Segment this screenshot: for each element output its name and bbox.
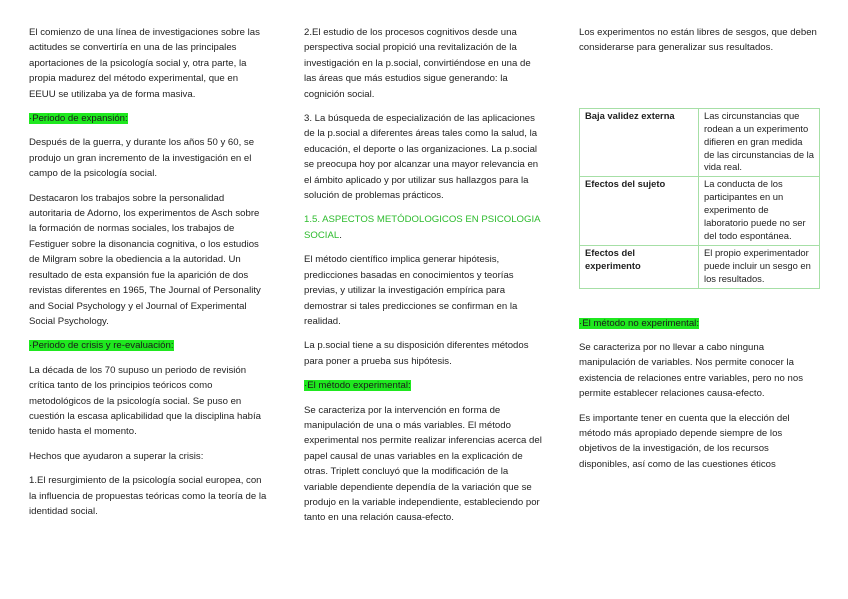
heading-expansion — [29, 111, 267, 126]
paragraph: Hechos que ayudaron a superar la crisis: — [29, 450, 204, 462]
paragraph: La p.social tiene a su disposición diferentes métodos para poner a prueba sus hipótesis. — [304, 340, 529, 367]
highlighted-heading: ·El método no experimental: — [579, 317, 699, 329]
paragraph: Destacaron los trabajos sobre la personalidad autoritaria de Adorno, los experimentos de Asch sobre la formación de normas sociales, los trabajos de Festiguer sobre la disonancia cognitiva, o los estudios de Milgram sobre la obediencia a la autoridad. Un resultado de esta expansión fue la aparición de dos revistas diferentes en 1965, The Journal of Personality and Social Psychology y el Journal of Experimental Social Psychology. — [29, 192, 261, 327]
table-description: La conducta de los participantes en un experimento de laboratorio puede no ser del todo espontánea. — [699, 177, 820, 246]
paragraph: 1.El resurgimiento de la psicología social europea, con la influencia de propuestas teóricas como la teoría de la identidad social. — [29, 475, 267, 517]
highlighted-heading: ·Periodo de expansión: — [29, 113, 128, 125]
highlighted-heading: ·El método experimental: — [304, 380, 411, 392]
column-right — [579, 25, 821, 481]
column-left — [29, 25, 267, 528]
paragraph: Después de la guerra, y durante los años 50 y 60, se produjo un gran incremento de la investigación en el campo de la psicología social. — [29, 137, 255, 180]
section-title-text: 1.5. ASPECTOS METÓDOLOGICOS EN PSICOLOGIA SOCIAL — [304, 214, 541, 241]
bias-table — [579, 108, 820, 289]
table-row — [580, 245, 820, 288]
paragraph: La década de los 70 supuso un periodo de revisión crítica tanto de los principios teóricos como metodológicos de la psicología social. Se puso en cuestión la escasa aplicabilidad que la disciplina había tenido hasta el momento. — [29, 364, 262, 438]
table-description: Las circunstancias que rodean a un experimento difieren en gran medida de las circunstancias de la vida real. — [699, 108, 820, 177]
paragraph: Los experimentos no están libres de sesgos, que deben considerarse para generalizar sus resultados. — [579, 27, 817, 54]
table-description: El propio experimentador puede incluir un sesgo en los resultados. — [699, 245, 820, 288]
table-term: Baja validez externa — [580, 108, 699, 177]
paragraph: El método científico implica generar hipótesis, predicciones basadas en conocimientos y teorías previas, y utilizar la investigación empírica para demostrar si tales predicciones se confirman en la realidad. — [304, 254, 518, 327]
heading-experimental — [304, 378, 544, 393]
paragraph: Se caracteriza por la intervención en forma de manipulación de una o más variables. El método experimental nos permite realizar inferencias acerca del papel causal de unas variables en la explicación de otras. Triplett concluyó que la modificación de la variable dependiente dependía de la variación que se produjo en la variable independiente, estableciendo por tanto en una relación causa-efecto. — [304, 404, 542, 524]
table-row — [580, 108, 820, 177]
paragraph: Se caracteriza por no llevar a cabo ninguna manipulación de variables. Nos permite conocer la existencia de relaciones entre variables, pero no nos permite establecer relaciones causa-efecto. — [579, 342, 803, 400]
table-term: Efectos del experimento — [580, 245, 699, 288]
column-middle — [304, 25, 544, 535]
heading-crisis — [29, 338, 267, 353]
paragraph: 3. La búsqueda de especialización de las aplicaciones de la p.social a diferentes áreas tales como la salud, la educación, el deporte o las organizaciones. La p.social se preocupa hoy por alcanzar una mayor relevancia en el ámbito aplicado y por utilizar sus hallazgos para la solución de problemas prácticos. — [304, 113, 539, 202]
section-title — [304, 212, 544, 243]
highlighted-heading: ·Periodo de crisis y re-evaluación: — [29, 340, 174, 352]
table-term: Efectos del sujeto — [580, 177, 699, 246]
paragraph: El comienzo de una línea de investigaciones sobre las actitudes se convertiría en una de las principales aportaciones de la psicología social y, otra parte, la propia madurez del método experimental, que en EEUU se utilizaba ya de forma masiva. — [29, 27, 260, 100]
section-title-dot: . — [339, 229, 342, 241]
paragraph: Es importante tener en cuenta que la elección del método más apropiado depende siempre de los objetivos de la investigación, de los recursos disponibles, así como de las cuestiones éticos — [579, 412, 790, 470]
heading-non-experimental — [579, 316, 821, 331]
table-row — [580, 177, 820, 246]
paragraph: 2.El estudio de los procesos cognitivos desde una perspectiva social propició una revitalización de la investigación en la p.social, convirtiéndose en una de las áreas que más estudios sigue generando: la cognición social. — [304, 27, 531, 100]
